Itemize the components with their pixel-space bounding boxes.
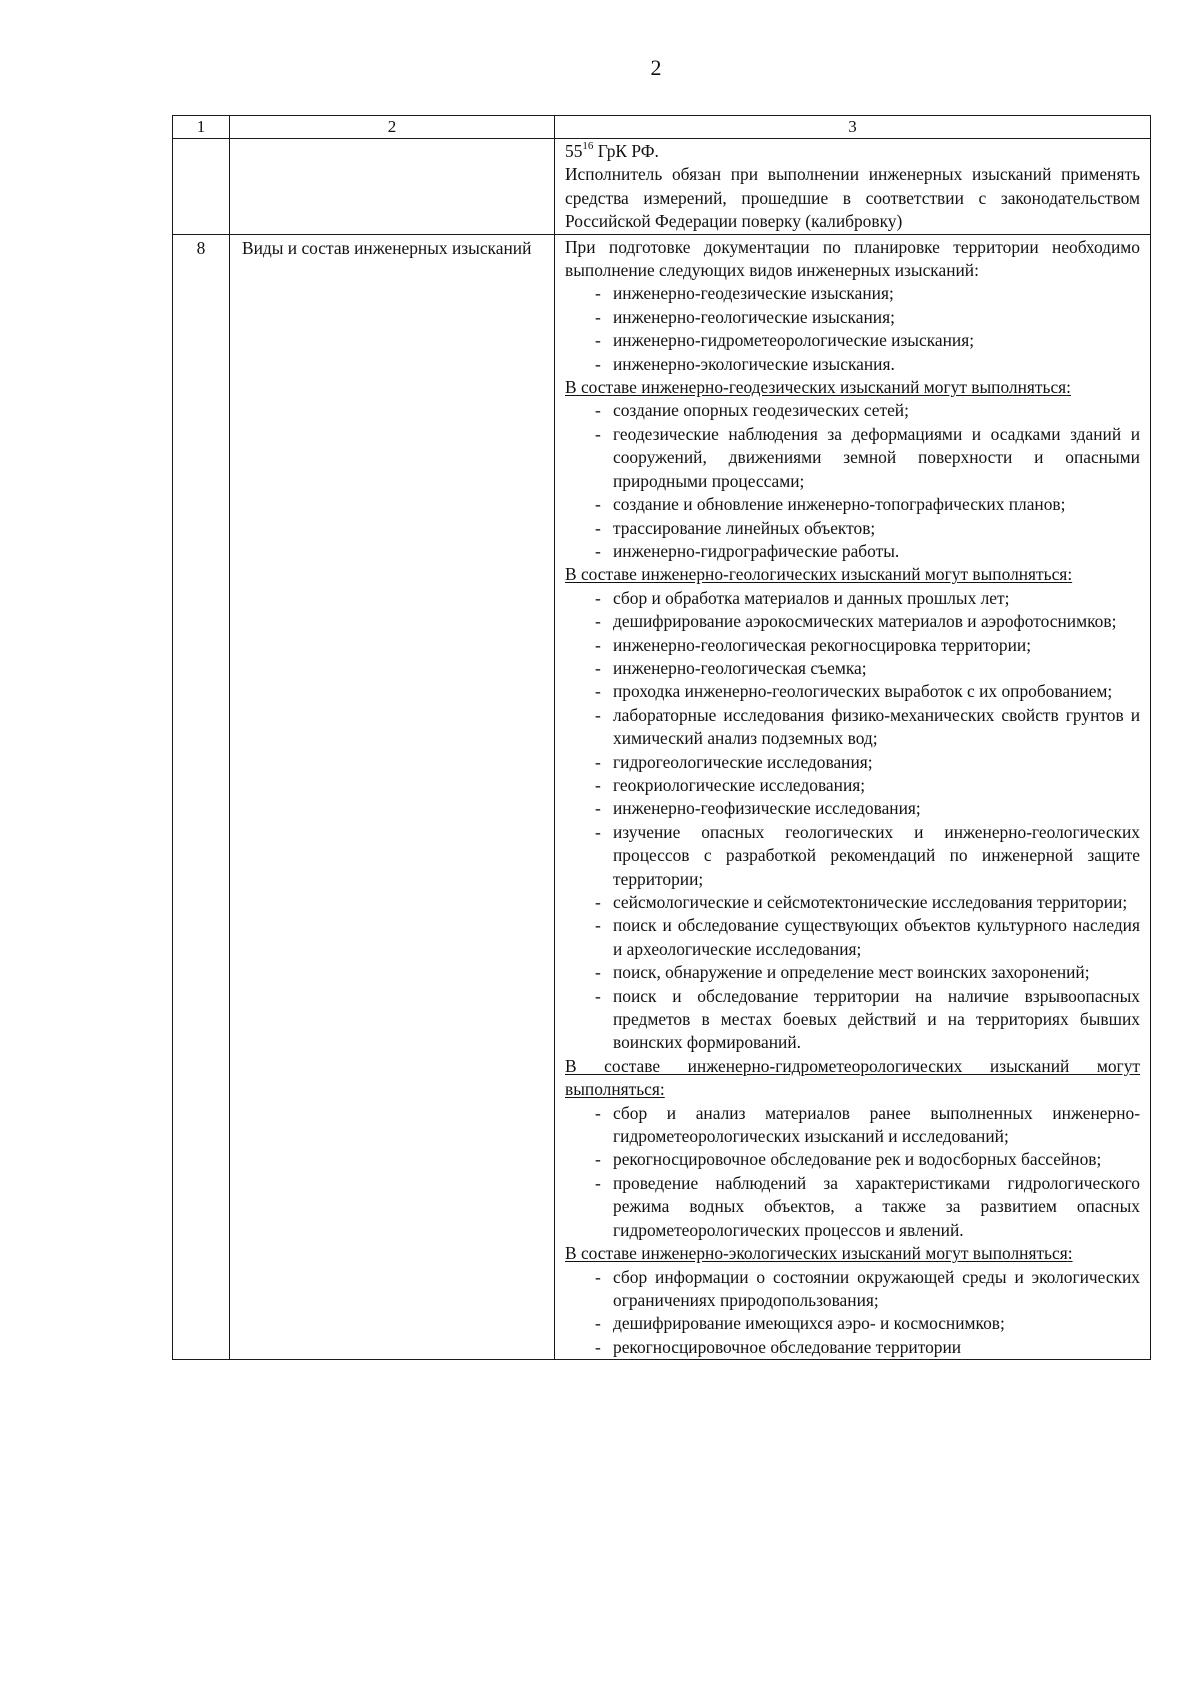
law-reference: $55^{16}$ ГрК РФ. xyxy=(565,140,659,161)
bullet-dash: - xyxy=(595,587,601,608)
list-item: - рекогносцировочное обследование территории xyxy=(565,1336,1140,1359)
measurement-requirement-text: Исполнитель обязан при выполнении инженерных изысканий применять средства измерений, прошедшие в соответствии с законодательством Российской Федерации поверку (калибровку) xyxy=(565,164,1140,232)
survey-kinds-list xyxy=(565,282,1140,376)
list-item: - инженерно-геологическая рекогносцировка территории; xyxy=(565,634,1140,657)
bullet-dash: - xyxy=(595,681,601,702)
bullet-dash: - xyxy=(595,1172,601,1193)
bullet-dash: - xyxy=(595,330,601,351)
bullet-dash: - xyxy=(595,892,601,912)
bullet-dash: - xyxy=(595,915,601,936)
hydromet-list xyxy=(565,1102,1140,1242)
bullet-dash: - xyxy=(595,353,601,374)
header-col-3: 3 xyxy=(555,116,1151,139)
hydromet-heading: В составе инженерно-гидрометеорологических изысканий могут выполняться: xyxy=(565,1055,1140,1100)
bullet-dash: - xyxy=(595,798,601,819)
bullet-dash: - xyxy=(595,423,601,444)
table-row-continuation xyxy=(173,139,1151,235)
list-item: - проходка инженерно-геологических выработок с их опробованием; xyxy=(565,680,1140,703)
list-item: - инженерно-гидрографические работы. xyxy=(565,540,1140,563)
bullet-dash: - xyxy=(595,1266,601,1287)
geological-list xyxy=(565,587,1140,1055)
bullet-dash: - xyxy=(595,1313,601,1334)
list-item: - трассирование линейных объектов; xyxy=(565,517,1140,540)
list-item: - поиск, обнаружение и определение мест воинских захоронений; xyxy=(565,961,1140,984)
row-number: 8 xyxy=(173,234,230,1360)
list-item: - сбор информации о состоянии окружающей среды и экологических ограничениях природопользования; xyxy=(595,1266,1140,1310)
bullet-dash: - xyxy=(595,400,601,421)
ecological-list xyxy=(565,1266,1140,1360)
bullet-dash: - xyxy=(595,704,601,725)
row-name: Виды и состав инженерных изысканий xyxy=(230,234,555,1360)
list-item: - поиск и обследование существующих объектов культурного наследия и археологические исследования; xyxy=(595,915,1140,959)
row-content xyxy=(555,234,1151,1360)
bullet-dash: - xyxy=(595,962,601,983)
bullet-dash: - xyxy=(595,751,601,772)
list-item: - создание опорных геодезических сетей; xyxy=(565,399,1140,422)
list-item: - рекогносцировочное обследование рек и водосборных бассейнов; xyxy=(565,1148,1140,1171)
ecological-heading: В составе инженерно-экологических изысканий могут выполняться: xyxy=(565,1243,1073,1264)
list-item: - инженерно-геофизические исследования; xyxy=(565,797,1140,820)
table-row-8 xyxy=(173,234,1151,1360)
list-item: - инженерно-геологические изыскания; xyxy=(565,306,1140,329)
list-item: - поиск и обследование территории на наличие взрывоопасных предметов в местах боевых действий и на территориях бывших воинских формирований. xyxy=(595,985,1140,1053)
list-item: - гидрогеологические исследования; xyxy=(565,751,1140,774)
list-item: - лабораторные исследования физико-механических свойств грунтов и химический анализ подземных вод; xyxy=(595,704,1140,749)
geological-heading: В составе инженерно-геологических изысканий могут выполняться: xyxy=(565,564,1073,585)
bullet-dash: - xyxy=(595,1149,601,1170)
list-item: - изучение опасных геологических и инженерно-геологических процессов с разработкой рекомендаций по инженерной защите территории; xyxy=(595,821,1140,889)
bullet-dash: - xyxy=(595,1336,601,1357)
list-item: - инженерно-геологическая съемка; xyxy=(565,657,1140,680)
list-item: - сейсмологические и сейсмотектонические исследования территории; xyxy=(565,891,1140,914)
list-item: - сбор и обработка материалов и данных прошлых лет; xyxy=(565,587,1140,610)
list-item: - сбор и анализ материалов ранее выполненных инженерно-гидрометеорологических изысканий и исследований; xyxy=(595,1102,1140,1147)
geodetic-heading: В составе инженерно-геодезических изысканий могут выполняться: xyxy=(565,377,1072,398)
list-item: - инженерно-геодезические изыскания; xyxy=(565,282,1140,305)
bullet-dash: - xyxy=(595,821,601,842)
list-item: - дешифрирование имеющихся аэро- и космоснимков; xyxy=(565,1312,1140,1335)
continuation-cell xyxy=(555,139,1151,235)
page-number: 2 xyxy=(650,55,662,80)
bullet-dash: - xyxy=(595,611,601,632)
list-item: - создание и обновление инженерно-топографических планов; xyxy=(565,493,1140,516)
list-item: - инженерно-экологические изыскания. xyxy=(565,353,1140,376)
header-col-1: 1 xyxy=(173,116,230,139)
bullet-dash: - xyxy=(595,306,601,327)
table-header-row xyxy=(173,116,1151,139)
header-col-2: 2 xyxy=(230,116,555,139)
intro-text: При подготовке документации по планировке территории необходимо выполнение следующих видов инженерных изысканий: xyxy=(565,236,1140,281)
requirements-table xyxy=(172,115,1151,1360)
bullet-dash: - xyxy=(595,517,601,538)
bullet-dash: - xyxy=(595,774,601,795)
bullet-dash: - xyxy=(595,283,601,304)
list-item: - геокриологические исследования; xyxy=(565,774,1140,797)
list-item: - дешифрирование аэрокосмических материалов и аэрофотоснимков; xyxy=(565,610,1140,633)
bullet-dash: - xyxy=(595,1102,601,1123)
bullet-dash: - xyxy=(595,634,601,655)
list-item: - проведение наблюдений за характеристиками гидрологического режима водных объектов, а также за развитием опасных гидрометеорологических процессов и явлений. xyxy=(595,1172,1140,1240)
list-item: - инженерно-гидрометеорологические изыскания; xyxy=(565,329,1140,352)
bullet-dash: - xyxy=(595,494,601,515)
bullet-dash: - xyxy=(595,540,601,561)
bullet-dash: - xyxy=(595,985,601,1006)
geodetic-list xyxy=(565,399,1140,563)
bullet-dash: - xyxy=(595,657,601,678)
list-item: - геодезические наблюдения за деформациями и осадками зданий и сооружений, движениями земной поверхности и опасными природными процессами; xyxy=(595,423,1140,491)
